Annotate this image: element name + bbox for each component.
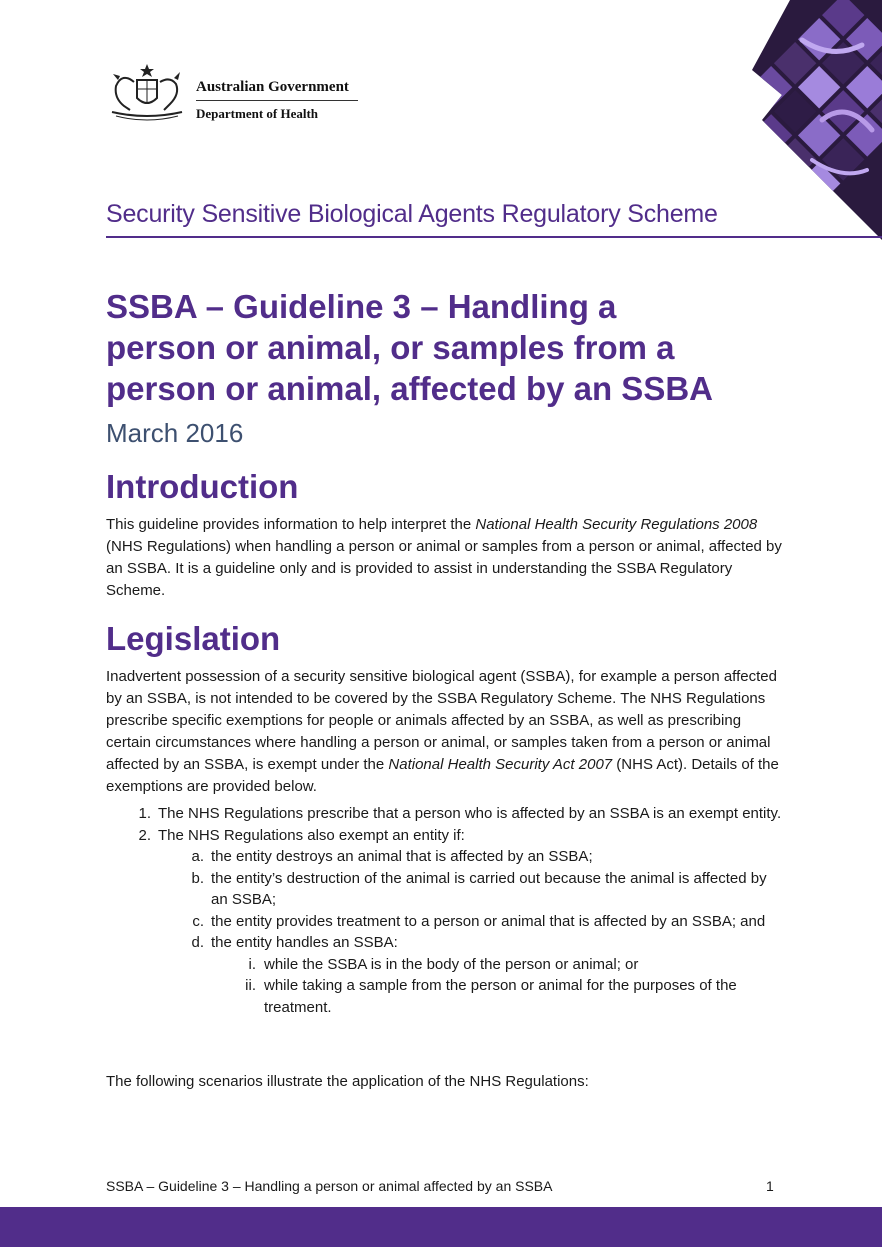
list-item-number: 2. [138, 826, 151, 844]
intro-text-after: (NHS Regulations) when handling a person or animal or samples from a person or animal, affected by an SSBA. It is a guideline only and is provided to assist in understanding the SSBA Regulatory Scheme. [106, 538, 782, 599]
title-line-3: person or animal, affected by an SSBA [106, 370, 713, 407]
document-title [106, 286, 806, 409]
sub-sub-list-item [106, 954, 786, 976]
sub-list-item-letter: d. [191, 934, 204, 951]
sub-list-item-text: the entity provides treatment to a person or animal that is affected by an SSBA; and [211, 912, 766, 930]
coat-of-arms-icon [104, 62, 190, 124]
sub-list-item [106, 911, 786, 933]
list-item-text: The NHS Regulations also exempt an entity if: [158, 826, 465, 844]
sub-list-item [106, 846, 786, 868]
legislation-text-before: Inadvertent possession of a security sensitive biological agent (SSBA), for example a person affected by an SSBA, is not intended to be covered by the SSBA Regulatory Scheme. The NHS Regulations prescribe specific exemptions for people or animals affected by an SSBA, as well as prescribing certain circumstances where handling a person or animal, or samples taken from a person or animal affected by an SSBA, is exempt under the [106, 668, 777, 773]
legislation-text-after: (NHS Act). Details of the exemptions are provided below. [106, 756, 779, 795]
introduction-paragraph [106, 514, 786, 602]
legislation-italic-reference: National Health Security Act 2007 [388, 756, 613, 773]
list-item-text: The NHS Regulations prescribe that a person who is affected by an SSBA is an exempt entity. [158, 805, 782, 822]
scheme-title: Security Sensitive Biological Agents Regulatory Scheme [106, 200, 718, 228]
logo-divider [196, 100, 358, 101]
corner-mosaic-image [722, 0, 882, 240]
sub-list-item-letter: b. [191, 869, 204, 887]
sub-sub-list-item-numeral: ii. [245, 977, 256, 994]
legislation-heading: Legislation [106, 620, 281, 657]
sub-list-item [106, 932, 786, 954]
government-logo [104, 62, 364, 126]
scenarios-intro: The following scenarios illustrate the application of the NHS Regulations: [106, 1073, 589, 1090]
department-name: Department of Health [196, 106, 319, 121]
sub-list-item-letter: a. [191, 848, 204, 865]
sub-list-item-letter: c. [192, 912, 204, 930]
exemption-list [106, 803, 786, 1018]
sub-sub-list-item [106, 975, 786, 1018]
introduction-heading: Introduction [106, 468, 299, 505]
scheme-divider [106, 236, 882, 238]
intro-text-before: This guideline provides information to help interpret the [106, 516, 476, 533]
list-item [106, 825, 786, 847]
title-line-2: person or animal, or samples from a [106, 329, 675, 366]
list-item-number: 1. [138, 805, 151, 822]
sub-list-item-text: the entity handles an SSBA: [211, 934, 398, 951]
sub-sub-list-item-text: while the SSBA is in the body of the person or animal; or [264, 955, 639, 973]
sub-sub-list-item-numeral: i. [248, 955, 256, 973]
sub-list-item-text: the entity destroys an animal that is affected by an SSBA; [211, 848, 593, 865]
title-line-1: SSBA – Guideline 3 – Handling a [106, 288, 617, 325]
intro-italic-reference: National Health Security Regulations 2008 [475, 516, 758, 533]
government-name: Australian Government [196, 79, 349, 95]
footer-bar [0, 1207, 882, 1247]
sub-sub-list-item-text: while taking a sample from the person or animal for the purposes of the treatment. [264, 977, 737, 1016]
page-number: 1 [766, 1178, 774, 1194]
sub-list-item-text: the entity’s destruction of the animal is carried out because the animal is affected by an SSBA; [211, 869, 767, 908]
list-item [106, 803, 786, 825]
footer-title: SSBA – Guideline 3 – Handling a person or animal affected by an SSBA [106, 1178, 553, 1194]
sub-list-item [106, 868, 786, 911]
document-date: March 2016 [106, 418, 244, 448]
legislation-paragraph [106, 666, 786, 798]
